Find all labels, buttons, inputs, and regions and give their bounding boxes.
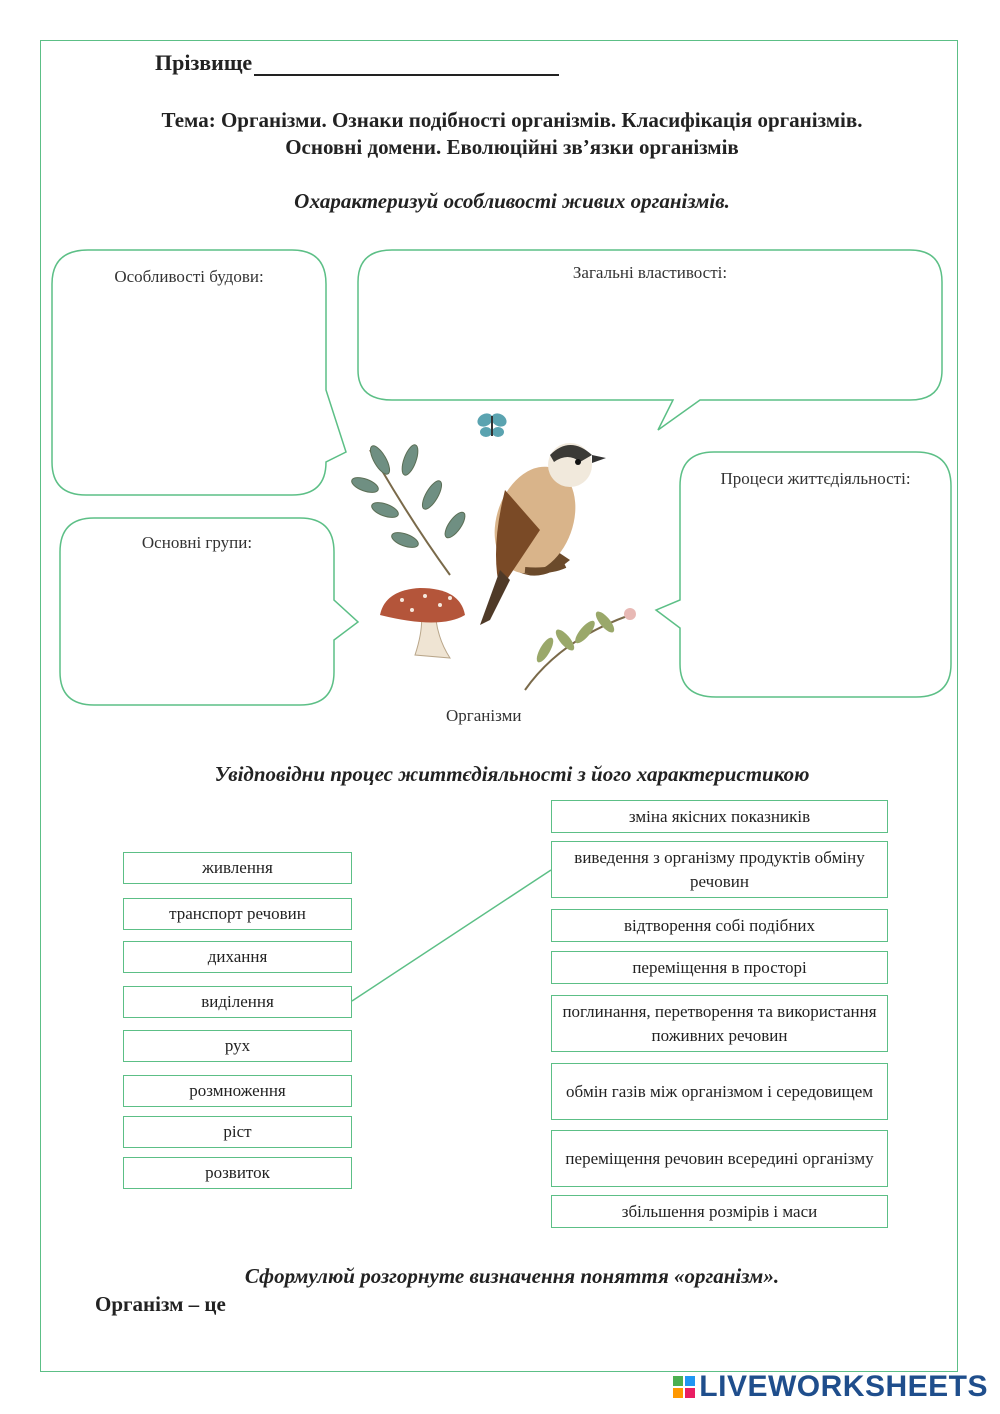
process-box[interactable]: виділення [123,986,352,1018]
characteristic-box[interactable]: збільшення розмірів і маси [551,1195,888,1228]
organisms-label: Організми [446,706,522,725]
liveworksheets-logo-icon [673,1376,695,1398]
bubble-properties-label: Загальні властивості: [572,263,728,282]
characteristic-box[interactable]: переміщення речовин всередині організму [551,1130,888,1187]
brand-logo [673,1370,988,1404]
characteristic-box[interactable]: переміщення в просторі [551,951,888,984]
characteristic-box[interactable]: обмін газів між організмом і середовищем [551,1063,888,1120]
topic-line-1: Тема: Організми. Ознаки подібності організмів. Класифікація організмів. [161,108,863,132]
bubble-processes-label: Процеси життєдіяльності: [720,469,911,488]
characteristic-box[interactable]: поглинання, перетворення та використання поживних речовин [551,995,888,1052]
process-box[interactable]: транспорт речовин [123,898,352,930]
characteristic-box[interactable]: виведення з організму продуктів обміну речовин [551,841,888,898]
characteristic-box[interactable]: зміна якісних показників [551,800,888,833]
process-box[interactable]: розмноження [123,1075,352,1107]
flower-branch-icon [525,608,636,690]
organisms-illustration [340,400,660,710]
task1-instruction: Охарактеризуй особливості живих організмів. [294,189,730,213]
task2-instruction: Увідповідни процес життєдіяльності з його характеристикою [214,762,810,786]
brand-text: LIVEWORKSHEETS [699,1370,988,1403]
bubble-structure-label: Особливості будови: [114,267,264,286]
characteristic-box[interactable]: відтворення собі подібних [551,909,888,942]
task3-instruction: Сформулюй розгорнуте визначення поняття «організм». [244,1264,780,1288]
process-box[interactable]: ріст [123,1116,352,1148]
leafy-branch-icon [350,443,469,575]
topic-line-2: Основні домени. Еволюційні зв’язки організмів [285,135,739,159]
process-box[interactable]: розвиток [123,1157,352,1189]
sparrow-icon [480,443,606,625]
process-box[interactable]: живлення [123,852,352,884]
surname-label: Прізвище [155,50,253,75]
butterfly-icon [475,411,509,437]
mushroom-icon [380,588,465,658]
process-box[interactable]: рух [123,1030,352,1062]
bubble-groups-label: Основні групи: [141,533,253,552]
process-box[interactable]: дихання [123,941,352,973]
definition-start: Організм – це [95,1292,226,1316]
